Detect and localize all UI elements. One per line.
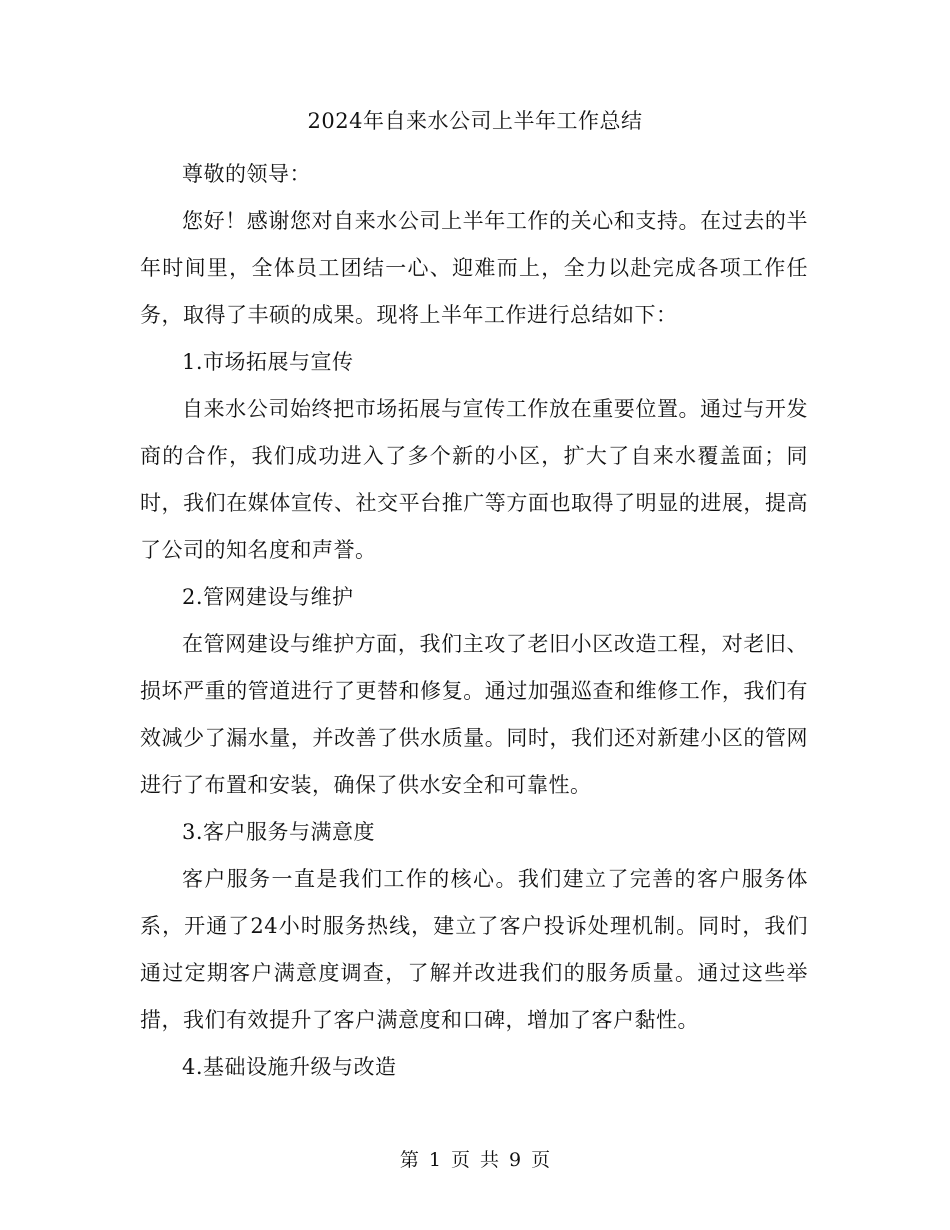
document-body [140, 151, 808, 1091]
section-body-3: 客户服务一直是我们工作的核心。我们建立了完善的客户服务体系，开通了24小时服务热线，建立了客户投诉处理机制。同时，我们通过定期客户满意度调查，了解并改进我们的服务质量。通过这些举措，我们有效提升了客户满意度和口碑，增加了客户黏性。 [140, 867, 808, 1032]
section-body-1: 自来水公司始终把市场拓展与宣传工作放在重要位置。通过与开发商的合作，我们成功进入了多个新的小区，扩大了自来水覆盖面；同时，我们在媒体宣传、社交平台推广等方面也取得了明显的进展，提高了公司的知名度和声誉。 [140, 397, 808, 562]
page-number-footer: 第 1 页 共 9 页 [399, 1149, 551, 1171]
section-heading-4: 4.基础设施升级与改造 [182, 1055, 397, 1079]
section-heading-1: 1.市场拓展与宣传 [182, 350, 354, 374]
section-heading-2: 2.管网建设与维护 [182, 585, 354, 609]
section-body-2: 在管网建设与维护方面，我们主攻了老旧小区改造工程，对老旧、损坏严重的管道进行了更替和修复。通过加强巡查和维修工作，我们有效减少了漏水量，并改善了供水质量。同时，我们还对新建小区的管网进行了布置和安装，确保了供水安全和可靠性。 [140, 632, 808, 797]
intro-paragraph: 您好！感谢您对自来水公司上半年工作的关心和支持。在过去的半年时间里，全体员工团结一心、迎难而上，全力以赴完成各项工作任务，取得了丰硕的成果。现将上半年工作进行总结如下： [140, 209, 808, 327]
document-title: 2024年自来水公司上半年工作总结 [307, 109, 643, 133]
section-heading-3: 3.客户服务与满意度 [182, 820, 376, 844]
salutation: 尊敬的领导： [182, 162, 311, 186]
